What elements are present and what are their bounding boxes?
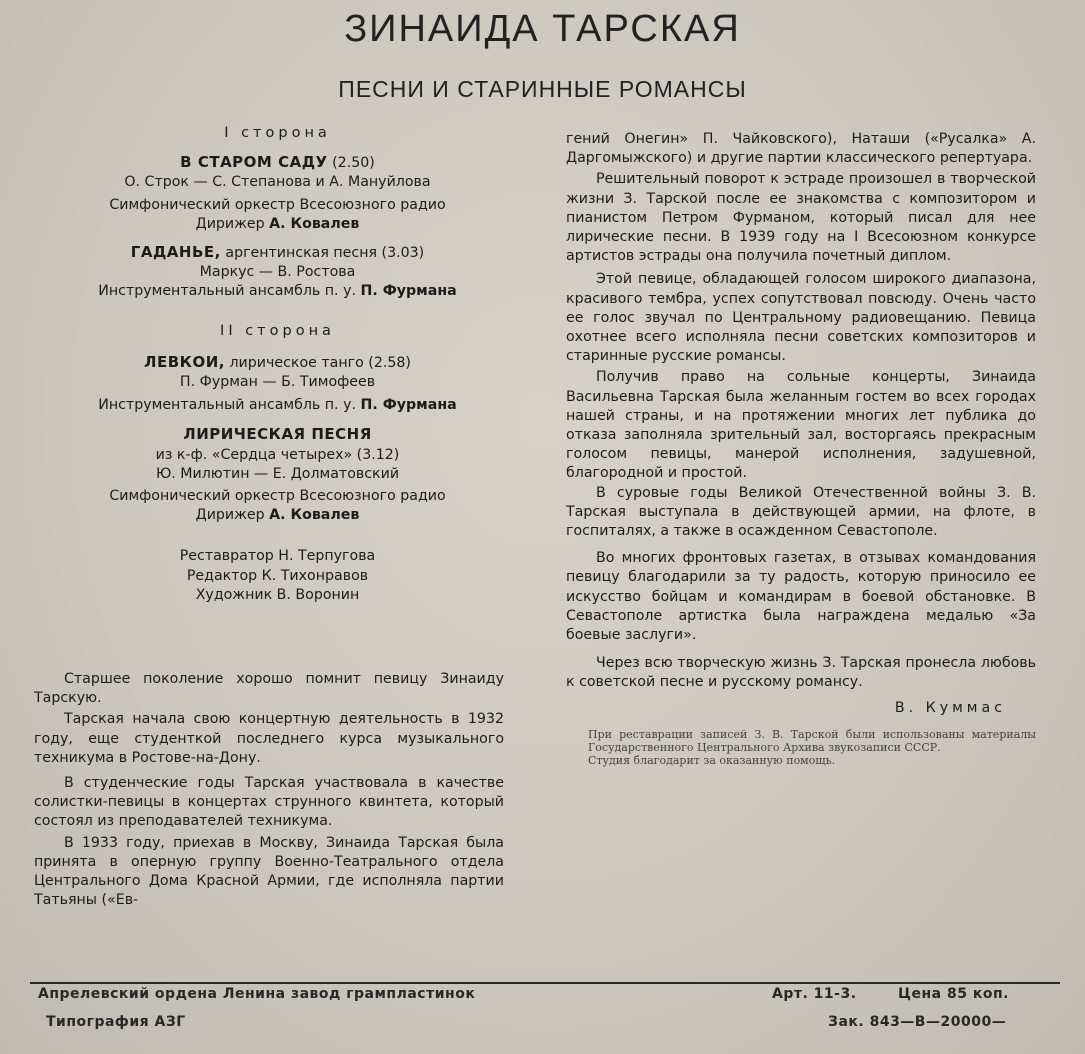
track-1-1 <box>40 153 515 173</box>
conductor-prefix: Дирижер <box>195 215 265 232</box>
track-source <box>40 446 515 465</box>
track-performer <box>40 282 515 301</box>
bio-paragraph: Старшее поколение хорошо помнит певицу Зинаиду Тарскую. <box>34 671 504 707</box>
printer: Типография АЗГ <box>46 1014 186 1030</box>
track-desc: аргентинская песня <box>225 245 378 262</box>
album-title: ПЕСНИ И СТАРИННЫЕ РОМАНСЫ <box>338 76 747 102</box>
track-conductor <box>40 506 515 525</box>
bio-paragraph: В студенческие годы Тарская участвовала в качестве солистки-певицы в концертах струнного квинтета, который состоял из преподавателей техникума. <box>34 775 504 830</box>
track-duration: (2.50) <box>332 155 375 172</box>
track-title: В СТАРОМ САДУ <box>180 153 328 172</box>
thanks-note: Студия благодарит за оказанную помощь. <box>588 753 836 767</box>
side-2-heading: II сторона <box>220 322 335 339</box>
track-authors: О. Строк — С. Степанова и А. Мануйлова <box>124 174 431 191</box>
track-2-2 <box>40 425 515 445</box>
track-conductor <box>40 215 515 234</box>
conductor-prefix: Дирижер <box>195 507 265 524</box>
track-title: ГАДАНЬЕ, <box>130 243 221 262</box>
track-performer <box>40 396 515 415</box>
track-authors: Ю. Милютин — Е. Долматовский <box>155 465 400 482</box>
bio-paragraph: В 1933 году, приехав в Москву, Зинаида Тарская была принята в оперную группу Военно-Театрального отдела Центрального Дома Красной Армии, где исполняла партии Татьяны («Ев- <box>34 834 504 909</box>
bio-paragraph: Тарская начала свою концертную деятельность в 1932 году, еще студенткой последнего курса музыкального техникума в Ростове-на-Дону. <box>34 711 504 766</box>
bio-paragraph: Решительный поворот к эстраде произошел в творческой жизни З. Тарской после ее знакомства с композитором и пианистом Петром Фурманом, который писал для нее лирические песни. В 1939 году на I Всесоюзном конкурсе артистов эстрады она получила почетный диплом. <box>566 171 1036 265</box>
track-performer: Симфонический оркестр Всесоюзного радио <box>109 196 446 213</box>
performer-prefix: Инструментальный ансамбль п. у. <box>98 283 356 300</box>
track-authors: Маркус — В. Ростова <box>199 264 356 281</box>
biography-left <box>34 670 504 910</box>
bio-paragraph: гений Онегин» П. Чайковского), Наташи («Русалка» А. Даргомыжского) и другие партии классического репертуара. <box>566 131 1036 167</box>
performer-name: П. Фурмана <box>360 283 457 300</box>
track-authors: П. Фурман — Б. Тимофеев <box>179 374 376 391</box>
credit-artist: Художник В. Воронин <box>195 586 360 603</box>
bio-paragraph: Получив право на сольные концерты, Зинаида Васильевна Тарская была желанным гостем во всех городах нашей страны, и на протяжении многих лет публика до отказа заполняла зрительный зал, восторгаясь прекрасным голосом певицы, манерой исполнения, задушевной, благородной и простой. <box>566 369 1036 482</box>
factory-name: Апрелевский ордена Ленина завод грампластинок <box>38 986 476 1002</box>
track-2-1 <box>40 353 515 373</box>
order-number: Зак. 843—В—20000— <box>828 1014 1007 1030</box>
article-number: Арт. 11-3. <box>772 986 857 1002</box>
credit-restorer: Реставратор Н. Терпугова <box>179 548 376 565</box>
track-duration: (3.12) <box>356 446 400 463</box>
archive-note: При реставрации записей З. В. Тарской были использованы материалы Государственного Центрального Архива звукозаписи СССР. <box>588 727 1036 754</box>
bio-paragraph: Во многих фронтовых газетах, в отзывах командования певицу благодарили за ту радость, которую приносило ее искусство бойцам и командирам в боевой обстановке. В Севастополе артистка была награждена медалью «За боевые заслуги». <box>566 550 1036 644</box>
track-duration: (2.58) <box>368 354 411 371</box>
track-duration: (3.03) <box>381 245 425 262</box>
conductor-name: А. Ковалев <box>269 507 360 524</box>
footer-divider <box>30 982 1060 984</box>
credit-editor: Редактор К. Тихонравов <box>186 567 369 584</box>
track-1-2 <box>40 243 515 263</box>
track-title: ЛИРИЧЕСКАЯ ПЕСНЯ <box>183 425 372 444</box>
bio-paragraph: Через всю творческую жизнь З. Тарская пронесла любовь к советской песне и русскому романсу. <box>566 655 1036 691</box>
price: Цена 85 коп. <box>898 986 1009 1002</box>
biography-right <box>566 130 1036 767</box>
track-desc: лирическое танго <box>229 354 364 371</box>
artist-title: ЗИНАИДА ТАРСКАЯ <box>344 8 741 50</box>
conductor-name: А. Ковалев <box>269 215 360 232</box>
credits <box>40 547 515 605</box>
side-1-heading: I сторона <box>224 125 331 141</box>
signature: В. Куммас <box>894 699 1006 716</box>
performer-name: П. Фурмана <box>360 397 457 414</box>
track-performer: Симфонический оркестр Всесоюзного радио <box>109 488 446 505</box>
track-listing <box>40 124 515 605</box>
track-title: ЛЕВКОИ, <box>144 352 225 371</box>
performer-prefix: Инструментальный ансамбль п. у. <box>98 397 356 414</box>
bio-paragraph: В суровые годы Великой Отечественной войны З. В. Тарская выступала в действующей армии, на флоте, в госпиталях, а также в осажденном Севастополе. <box>566 484 1036 540</box>
bio-paragraph: Этой певице, обладающей голосом широкого диапазона, красивого тембра, успех сопутствовал повсюду. Очень часто ее голос звучал по Центральному радиовещанию. Певица охотнее всего исполняла песни советских композиторов и старинные русские романсы. <box>566 271 1036 365</box>
track-from: из к-ф. «Сердца четырех» <box>155 446 353 463</box>
